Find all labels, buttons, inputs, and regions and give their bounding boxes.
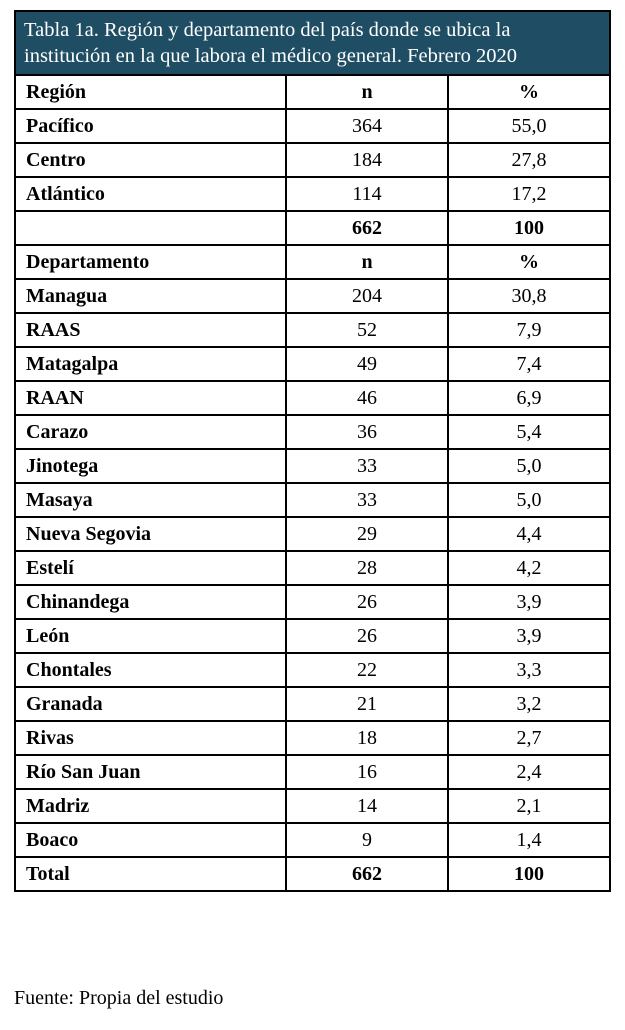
count-cell: 662: [286, 211, 448, 245]
count-cell: 46: [286, 381, 448, 415]
region-total-row: [15, 211, 610, 245]
percent-cell: 17,2: [448, 177, 610, 211]
count-cell: 21: [286, 687, 448, 721]
data-table: [14, 10, 611, 892]
department-row: [15, 551, 610, 585]
count-cell: 33: [286, 449, 448, 483]
percent-cell: 3,9: [448, 619, 610, 653]
table-caption: Tabla 1a. Región y departamento del país donde se ubica la institución en la que labora el médico general. Febrero 2020: [15, 11, 610, 75]
label-cell: Boaco: [15, 823, 286, 857]
count-cell: 33: [286, 483, 448, 517]
label-cell: RAAN: [15, 381, 286, 415]
count-cell: 114: [286, 177, 448, 211]
label-cell: Masaya: [15, 483, 286, 517]
percent-cell: 2,1: [448, 789, 610, 823]
department-row: [15, 823, 610, 857]
percent-cell: 4,4: [448, 517, 610, 551]
label-cell: Chinandega: [15, 585, 286, 619]
label-cell: Departamento: [15, 245, 286, 279]
region-row: [15, 177, 610, 211]
label-cell: Región: [15, 75, 286, 109]
count-cell: 184: [286, 143, 448, 177]
department-row: [15, 483, 610, 517]
label-cell: Matagalpa: [15, 347, 286, 381]
department-row: [15, 313, 610, 347]
table-body: [15, 11, 610, 891]
percent-cell: 3,9: [448, 585, 610, 619]
percent-cell: 7,4: [448, 347, 610, 381]
grand-total-row: [15, 857, 610, 891]
department-row: [15, 449, 610, 483]
count-cell: 22: [286, 653, 448, 687]
label-cell: Atlántico: [15, 177, 286, 211]
department-row: [15, 347, 610, 381]
department-row: [15, 619, 610, 653]
department-row: [15, 789, 610, 823]
department-row: [15, 687, 610, 721]
department-row: [15, 755, 610, 789]
percent-cell: 5,0: [448, 483, 610, 517]
department-row: [15, 585, 610, 619]
percent-cell: 55,0: [448, 109, 610, 143]
count-cell: 49: [286, 347, 448, 381]
department-row: [15, 279, 610, 313]
label-cell: RAAS: [15, 313, 286, 347]
region-row: [15, 143, 610, 177]
percent-cell: 100: [448, 857, 610, 891]
count-cell: n: [286, 75, 448, 109]
caption-row: [15, 11, 610, 75]
percent-cell: 2,4: [448, 755, 610, 789]
percent-cell: 5,0: [448, 449, 610, 483]
department-row: [15, 381, 610, 415]
count-cell: 204: [286, 279, 448, 313]
label-cell: Rivas: [15, 721, 286, 755]
count-cell: 29: [286, 517, 448, 551]
department-row: [15, 415, 610, 449]
label-cell: Centro: [15, 143, 286, 177]
region-row: [15, 109, 610, 143]
department-row: [15, 653, 610, 687]
label-cell: Río San Juan: [15, 755, 286, 789]
count-cell: 26: [286, 585, 448, 619]
percent-cell: 7,9: [448, 313, 610, 347]
count-cell: 36: [286, 415, 448, 449]
percent-cell: %: [448, 245, 610, 279]
department-header-row: [15, 245, 610, 279]
label-cell: Pacífico: [15, 109, 286, 143]
count-cell: 364: [286, 109, 448, 143]
label-cell: Estelí: [15, 551, 286, 585]
department-row: [15, 517, 610, 551]
label-cell: León: [15, 619, 286, 653]
source-note: Fuente: Propia del estudio: [14, 987, 224, 1009]
count-cell: 52: [286, 313, 448, 347]
percent-cell: %: [448, 75, 610, 109]
label-cell: Managua: [15, 279, 286, 313]
label-cell: Madriz: [15, 789, 286, 823]
label-cell: Nueva Segovia: [15, 517, 286, 551]
percent-cell: 3,3: [448, 653, 610, 687]
label-cell: Jinotega: [15, 449, 286, 483]
count-cell: n: [286, 245, 448, 279]
count-cell: 16: [286, 755, 448, 789]
percent-cell: 4,2: [448, 551, 610, 585]
percent-cell: 27,8: [448, 143, 610, 177]
label-cell: Granada: [15, 687, 286, 721]
percent-cell: 6,9: [448, 381, 610, 415]
count-cell: 28: [286, 551, 448, 585]
percent-cell: 30,8: [448, 279, 610, 313]
label-cell: [15, 211, 286, 245]
percent-cell: 2,7: [448, 721, 610, 755]
count-cell: 9: [286, 823, 448, 857]
percent-cell: 5,4: [448, 415, 610, 449]
count-cell: 26: [286, 619, 448, 653]
percent-cell: 100: [448, 211, 610, 245]
label-cell: Total: [15, 857, 286, 891]
department-row: [15, 721, 610, 755]
label-cell: Chontales: [15, 653, 286, 687]
label-cell: Carazo: [15, 415, 286, 449]
percent-cell: 1,4: [448, 823, 610, 857]
count-cell: 14: [286, 789, 448, 823]
percent-cell: 3,2: [448, 687, 610, 721]
region-header-row: [15, 75, 610, 109]
count-cell: 662: [286, 857, 448, 891]
count-cell: 18: [286, 721, 448, 755]
